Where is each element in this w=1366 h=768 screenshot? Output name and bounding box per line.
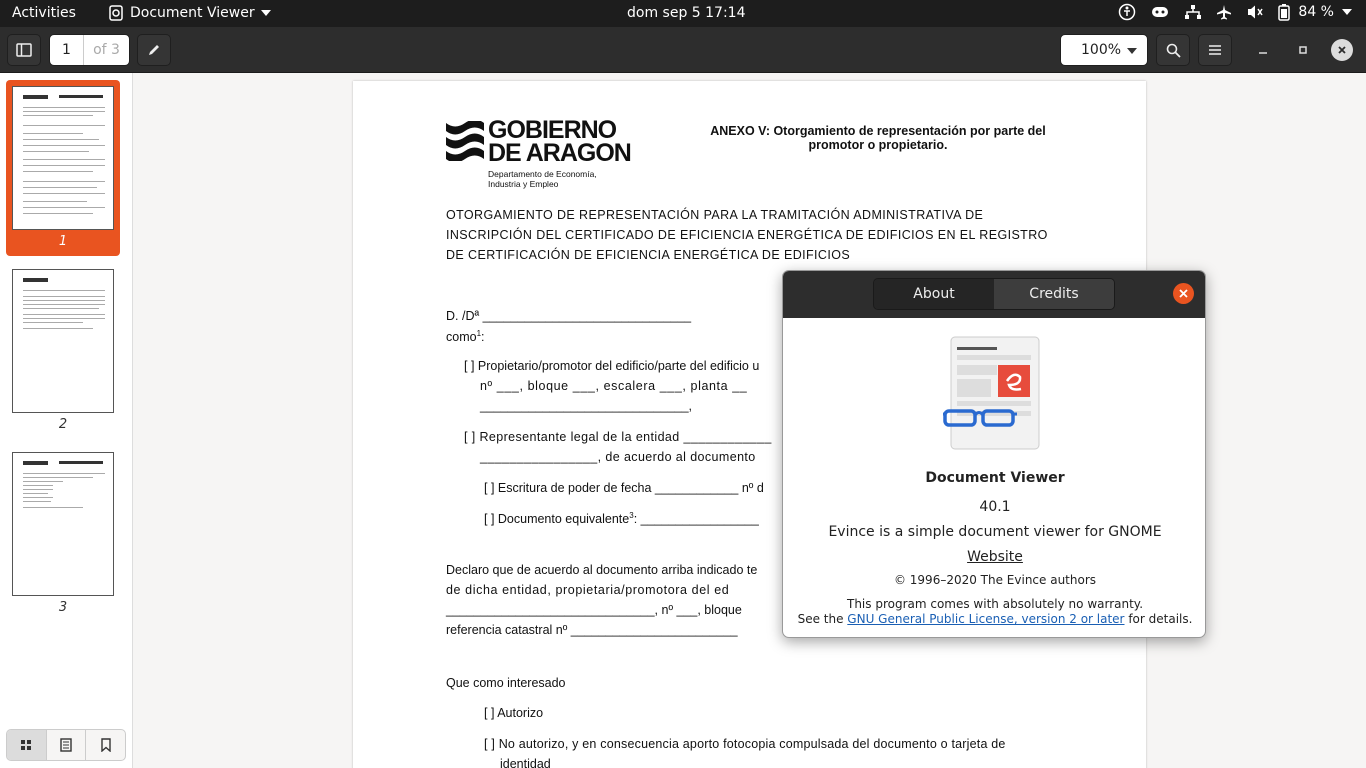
doc-line: [ ] Representante legal de la entidad ____________ xyxy=(464,430,772,444)
network-icon xyxy=(1184,4,1202,20)
system-tray[interactable] xyxy=(1118,3,1352,21)
search-button[interactable] xyxy=(1156,34,1190,66)
sidebar-view-switcher xyxy=(6,729,126,761)
header-bar xyxy=(0,27,1366,73)
doc-line: de dicha entidad, propietaria/promotora del ed xyxy=(446,583,730,597)
license-link[interactable]: GNU General Public License, version 2 or later xyxy=(847,612,1125,626)
document-outline-icon xyxy=(60,738,72,752)
battery-percentage: 84 % xyxy=(1298,4,1334,20)
como-colon: : xyxy=(481,330,485,345)
about-dialog xyxy=(782,270,1206,638)
zoom-value: 100% xyxy=(1081,42,1122,58)
annotate-button[interactable] xyxy=(137,34,171,66)
annex-line-1: ANEXO V: Otorgamiento de representación por parte del xyxy=(710,124,1046,138)
tab-credits[interactable]: Credits xyxy=(994,279,1114,309)
logo-line-1: GOBIERNO xyxy=(488,116,617,144)
discord-icon xyxy=(1150,4,1170,20)
doc-line: ________________, de acuerdo al documento xyxy=(480,450,756,464)
thumbnail-label: 1 xyxy=(58,234,68,249)
airplane-mode-icon xyxy=(1216,4,1232,20)
about-dialog-close-button[interactable] xyxy=(1173,283,1194,304)
sidebar-toggle-button[interactable] xyxy=(7,34,41,66)
license-prefix: See the xyxy=(797,612,848,626)
dept-line-1: Departamento de Economía, xyxy=(488,169,597,179)
thumbnail-page-3[interactable] xyxy=(6,446,120,622)
thumbnail-page-2[interactable] xyxy=(6,263,120,439)
tab-about[interactable]: About xyxy=(874,279,994,309)
thumbnail-image xyxy=(12,452,114,596)
hamburger-icon xyxy=(1208,44,1222,56)
minimize-icon xyxy=(1258,45,1268,55)
chevron-down-icon xyxy=(261,10,271,16)
doc-line: [ ] Autorizo xyxy=(484,706,544,720)
doc-line: [ ] Propietario/promotor del edificio/parte del edificio u xyxy=(464,359,760,373)
about-dialog-header xyxy=(783,271,1206,318)
evince-app-icon xyxy=(941,335,1041,451)
doc-equivalente-blank: : _________________ xyxy=(633,512,759,527)
doc-line: [ ] No autorizo, y en consecuencia aporto fotocopia compulsada del documento o tarjeta de xyxy=(484,737,1006,751)
about-copyright: © 1996–2020 The Evince authors xyxy=(893,573,1097,587)
annex-line-2: promotor o propietario. xyxy=(808,138,948,152)
top-bar xyxy=(0,0,1366,27)
volume-muted-icon xyxy=(1246,4,1264,20)
close-button[interactable] xyxy=(1331,39,1353,61)
website-link[interactable]: Website xyxy=(967,549,1023,565)
search-icon xyxy=(1166,43,1181,58)
footnote-marker: 1 xyxy=(476,329,482,338)
doc-line: Declaro que de acuerdo al documento arriba indicado te xyxy=(446,563,758,577)
annex-title xyxy=(703,124,1053,152)
thumbnail-label: 3 xyxy=(58,600,68,615)
thumbnail-image xyxy=(12,86,114,230)
about-app-title: Document Viewer xyxy=(925,470,1065,486)
heading-line-2: INSCRIPCIÓN DEL CERTIFICADO DE EFICIENCIA ENERGÉTICA DE EDIFICIOS EN EL REGISTRO xyxy=(446,228,1048,242)
minimize-button[interactable] xyxy=(1251,38,1275,62)
doc-line: identidad xyxy=(500,757,551,768)
thumbnail-sidebar xyxy=(0,73,133,768)
thumbnails-tab[interactable] xyxy=(7,730,47,760)
doc-line: referencia catastral nº ________________________ xyxy=(446,623,738,637)
about-dialog-tabs xyxy=(873,278,1115,310)
document-viewer-app-icon xyxy=(108,5,124,21)
clock[interactable]: dom sep 5 17:14 xyxy=(627,5,746,21)
chevron-down-icon xyxy=(1342,9,1352,15)
current-page-input[interactable]: 1 xyxy=(50,35,84,65)
logo-text xyxy=(488,116,631,167)
doc-equivalente-text: [ ] Documento equivalente xyxy=(484,512,630,527)
battery-icon xyxy=(1278,3,1290,21)
thumbnail-page-1[interactable] xyxy=(6,80,120,256)
heading-line-3: DE CERTIFICACIÓN DE EFICIENCIA ENERGÉTICA DE EDIFICIOS xyxy=(446,248,851,262)
zoom-selector[interactable] xyxy=(1060,34,1148,66)
doc-line: [ ] Escritura de poder de fecha ____________ nº d xyxy=(484,481,764,495)
main-menu-button[interactable] xyxy=(1198,34,1232,66)
bookmarks-tab[interactable] xyxy=(86,730,125,760)
outline-tab[interactable] xyxy=(47,730,87,760)
about-version: 40.1 xyxy=(979,499,1011,515)
aragon-logo-mark xyxy=(446,121,484,161)
close-icon xyxy=(1179,289,1188,298)
doc-line: Que como interesado xyxy=(446,676,566,690)
app-menu[interactable] xyxy=(108,5,271,21)
chevron-down-icon xyxy=(1127,48,1137,54)
grid-icon xyxy=(20,739,32,751)
maximize-button[interactable] xyxy=(1291,38,1315,62)
doc-line: nº ___, bloque ___, escalera ___, planta __ xyxy=(480,379,748,393)
document-heading xyxy=(446,205,1068,265)
doc-line xyxy=(446,329,485,344)
about-warranty: This program comes with absolutely no warranty. xyxy=(846,597,1144,611)
logo-department xyxy=(488,169,597,189)
maximize-icon xyxy=(1298,45,1308,55)
pencil-icon xyxy=(147,43,161,57)
sidebar-icon xyxy=(16,43,32,57)
accessibility-icon xyxy=(1118,3,1136,21)
como-text: como xyxy=(446,330,477,345)
page-number-entry[interactable] xyxy=(49,34,130,66)
heading-line-1: OTORGAMIENTO DE REPRESENTACIÓN PARA LA TRAMITACIÓN ADMINISTRATIVA DE xyxy=(446,208,984,222)
close-icon xyxy=(1337,45,1347,55)
page-total-label: of 3 xyxy=(93,42,120,58)
license-suffix: for details. xyxy=(1124,612,1193,626)
app-menu-label: Document Viewer xyxy=(130,5,255,21)
footnote-marker: 3 xyxy=(629,511,634,520)
about-description: Evince is a simple document viewer for GNOME xyxy=(828,524,1162,540)
bookmark-icon xyxy=(100,738,112,752)
thumbnail-label: 2 xyxy=(58,417,68,432)
thumbnail-image xyxy=(12,269,114,413)
dept-line-2: Industria y Empleo xyxy=(488,179,559,189)
doc-line: ______________________________, nº ___, bloque xyxy=(446,603,742,617)
doc-line: D. /Dª ______________________________ xyxy=(446,309,692,323)
about-license-line xyxy=(783,612,1206,626)
logo-line-2: DE ARAGON xyxy=(488,139,631,167)
doc-line xyxy=(484,511,759,526)
activities-button[interactable]: Activities xyxy=(12,5,76,21)
doc-line: ______________________________, xyxy=(480,399,693,413)
